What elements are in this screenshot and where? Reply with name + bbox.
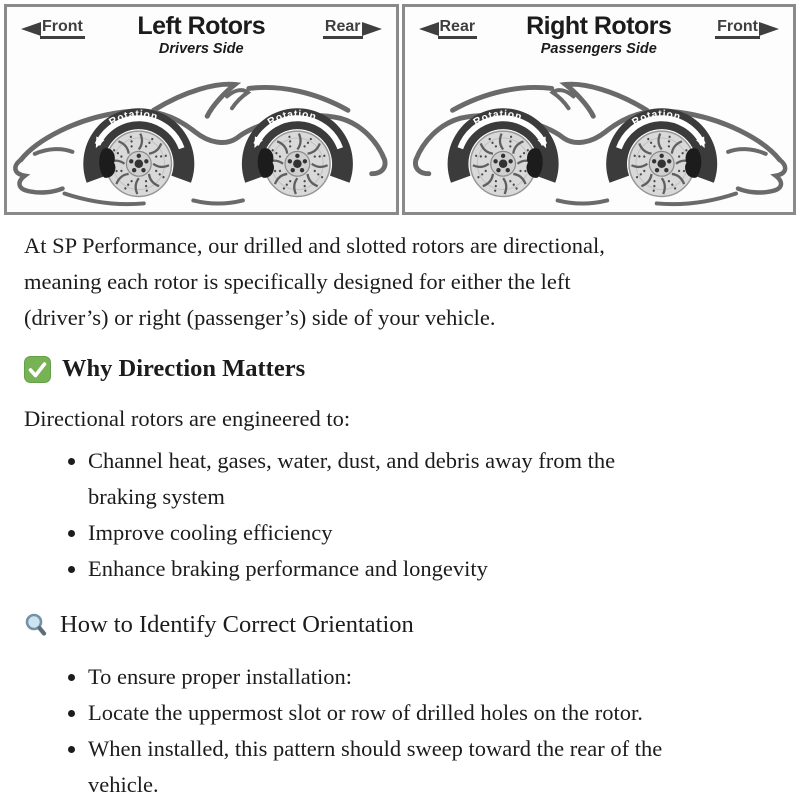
front-direction-indicator [715, 18, 779, 39]
list-item: • Locate the uppermost slot or row of drilled holes on the rotor. [88, 695, 780, 731]
rotation-text: Rotation [266, 109, 318, 129]
panel-subtitle: Passengers Side [540, 41, 657, 57]
intro-line: At SP Performance, our drilled and slotted rotors are directional, [24, 233, 605, 258]
rear-direction-indicator [323, 18, 382, 39]
direction-label: Front [715, 18, 760, 39]
list-item: • Channel heat, gases, water, dust, and debris away from the braking system [88, 443, 780, 515]
arrow-right-icon [759, 22, 779, 36]
panel-title: Right Rotors [526, 12, 672, 40]
car-diagram-right [405, 64, 794, 214]
arrow-left-icon [419, 22, 439, 36]
section-title: Why Direction Matters [62, 355, 306, 382]
intro-paragraph [24, 228, 780, 336]
left-panel-header [7, 7, 396, 64]
rear-direction-indicator [419, 18, 478, 39]
rotation-text: Rotation [107, 109, 160, 129]
section-heading-why-direction-matters [24, 351, 780, 387]
magnifier-icon [24, 612, 49, 638]
installation-list [24, 659, 780, 800]
section-title: How to Identify Correct Orientation [60, 611, 414, 638]
section-heading-identify-orientation [24, 607, 780, 643]
intro-line: meaning each rotor is specifically designed for either the left [24, 269, 571, 294]
panel-subtitle: Drivers Side [158, 41, 244, 57]
rotation-text: Rotation [471, 109, 523, 129]
car-diagram-left [7, 64, 396, 214]
list-item: • To ensure proper installation: [88, 659, 780, 695]
right-panel-header [405, 7, 794, 64]
list-item: • Enhance braking performance and longevity [88, 551, 780, 587]
direction-label: Front [40, 18, 85, 39]
article-body [0, 215, 800, 800]
panel-title: Left Rotors [137, 12, 266, 40]
arrow-right-icon [362, 22, 382, 36]
benefits-list [24, 443, 780, 587]
direction-label: Rear [323, 18, 363, 39]
rotor-direction-figure [0, 0, 800, 215]
list-item: • When installed, this pattern should sweep toward the rear of the vehicle. [88, 731, 780, 800]
rotation-text: Rotation [629, 109, 682, 129]
arrow-left-icon [21, 22, 41, 36]
list-item: • Improve cooling efficiency [88, 515, 780, 551]
intro-line: (driver’s) or right (passenger’s) side of your vehicle. [24, 305, 496, 330]
front-direction-indicator [21, 18, 85, 39]
check-icon [24, 356, 51, 383]
right-rotors-panel [402, 4, 797, 215]
section1-lead: Directional rotors are engineered to: [24, 406, 351, 431]
left-rotors-panel [4, 4, 399, 215]
direction-label: Rear [438, 18, 478, 39]
